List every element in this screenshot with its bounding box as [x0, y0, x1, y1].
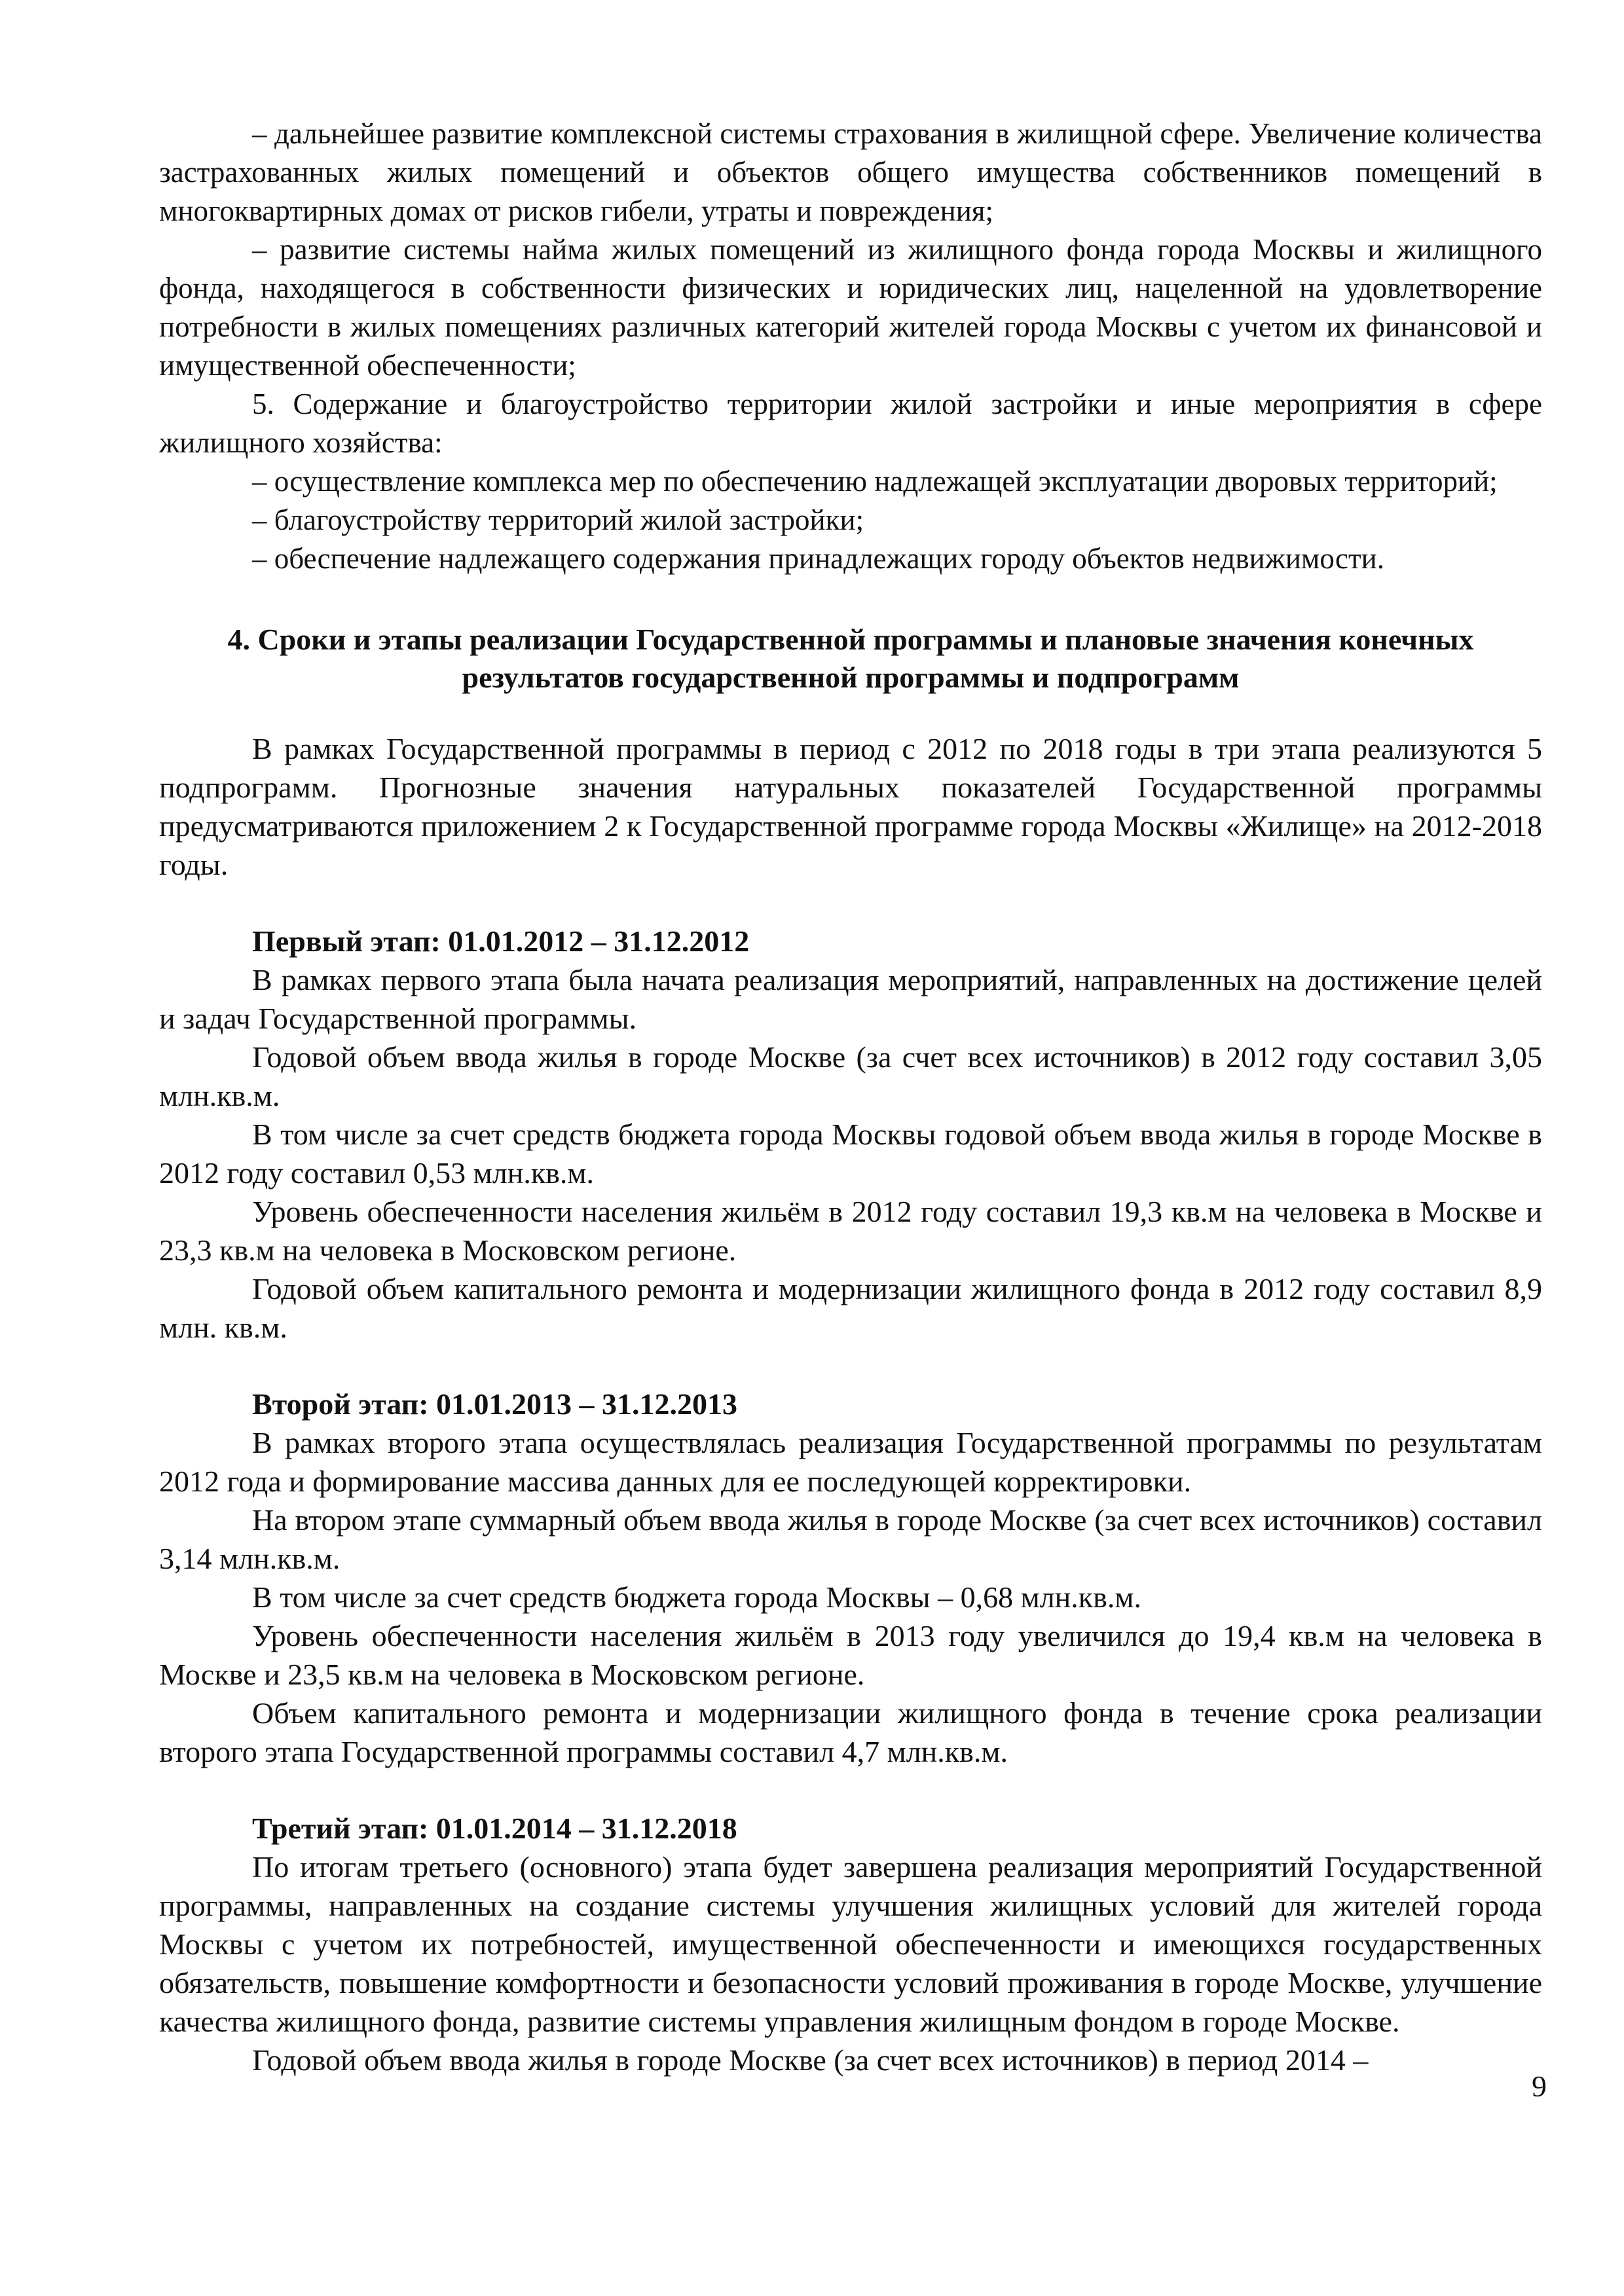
stage2-paragraph: Объем капитального ремонта и модернизации жилищного фонда в течение срока реализации второго этапа Государственной программы составил 4,7 млн.кв.м. [159, 1696, 1542, 1768]
document-page [159, 115, 1542, 2079]
stage3-paragraph: По итогам третьего (основного) этапа будет завершена реализация мероприятий Государственной программы, направленных на создание системы улучшения жилищных условий для жителей города Москвы с учетом их потребностей, имущественной обеспеченности и имеющихся государственных обязательств, повышение комфортности и безопасности условий проживания в городе Москве, улучшение качества жилищного фонда, развитие системы управления жилищным фондом в городе Москве. [159, 1850, 1542, 2038]
stage3-title: Третий этап: 01.01.2014 – 31.12.2018 [252, 1812, 737, 1845]
stage1-paragraph: Уровень обеспеченности населения жильём в 2012 году составил 19,3 кв.м на человека в Москве и 23,3 кв.м на человека в Московском регионе. [159, 1195, 1542, 1267]
stage1-paragraph: Годовой объем ввода жилья в городе Москве (за счет всех источников) в 2012 году составил 3,05 млн.кв.м. [159, 1040, 1542, 1112]
stage2-paragraph: На втором этапе суммарный объем ввода жилья в городе Москве (за счет всех источников) составил 3,14 млн.кв.м. [159, 1503, 1542, 1575]
stage2-paragraph: В том числе за счет средств бюджета города Москвы – 0,68 млн.кв.м. [252, 1580, 1141, 1614]
section-heading: 4. Сроки и этапы реализации Государственной программы и плановые значения конечных результатов государственной программы и подпрограмм [227, 623, 1474, 694]
stage1-paragraph: В рамках первого этапа была начата реализация мероприятий, направленных на достижение целей и задач Государственной программы. [159, 963, 1542, 1035]
stage2-paragraph: В рамках второго этапа осуществлялась реализация Государственной программы по результатам 2012 года и формирование массива данных для ее последующей корректировки. [159, 1426, 1542, 1498]
stage2-paragraph: Уровень обеспеченности населения жильём в 2013 году увеличился до 19,4 кв.м на человека в Москве и 23,5 кв.м на человека в Московском регионе. [159, 1619, 1542, 1691]
stage1-title: Первый этап: 01.01.2012 – 31.12.2012 [252, 924, 750, 958]
section-intro: В рамках Государственной программы в период с 2012 по 2018 годы в три этапа реализуются 5 подпрограмм. Прогнозные значения натуральных показателей Государственной программы предусматриваются приложением 2 к Государственной программе города Москвы «Жилище» на 2012-2018 годы. [159, 732, 1542, 881]
stage1-paragraph: В том числе за счет средств бюджета города Москвы годовой объем ввода жилья в городе Москве в 2012 году составил 0,53 млн.кв.м. [159, 1118, 1542, 1190]
list-item: – дальнейшее развитие комплексной системы страхования в жилищной сфере. Увеличение количества застрахованных жилых помещений и объектов общего имущества собственников помещений в многоквартирных домах от рисков гибели, утраты и повреждения; [159, 117, 1542, 227]
page-number: 9 [1532, 2069, 1547, 2103]
stage3-paragraph: Годовой объем ввода жилья в городе Москве (за счет всех источников) в период 2014 – [252, 2043, 1369, 2077]
list-item: – обеспечение надлежащего содержания принадлежащих городу объектов недвижимости. [252, 542, 1384, 575]
list-item: – благоустройству территорий жилой застройки; [252, 503, 864, 536]
list-item: 5. Содержание и благоустройство территории жилой застройки и иные мероприятия в сфере жилищного хозяйства: [159, 388, 1542, 459]
list-item: – осуществление комплекса мер по обеспечению надлежащей эксплуатации дворовых территорий; [252, 465, 1498, 498]
list-item: – развитие системы найма жилых помещений из жилищного фонда города Москвы и жилищного фонда, находящегося в собственности физических и юридических лиц, нацеленной на удовлетворение потребности в жилых помещениях различных категорий жителей города Москвы с учетом их финансовой и имущественной обеспеченности; [159, 233, 1542, 382]
top-list [159, 115, 1542, 578]
stage1-paragraph: Годовой объем капитального ремонта и модернизации жилищного фонда в 2012 году составил 8,9 млн. кв.м. [159, 1272, 1542, 1344]
stage2-title: Второй этап: 01.01.2013 – 31.12.2013 [252, 1387, 738, 1421]
